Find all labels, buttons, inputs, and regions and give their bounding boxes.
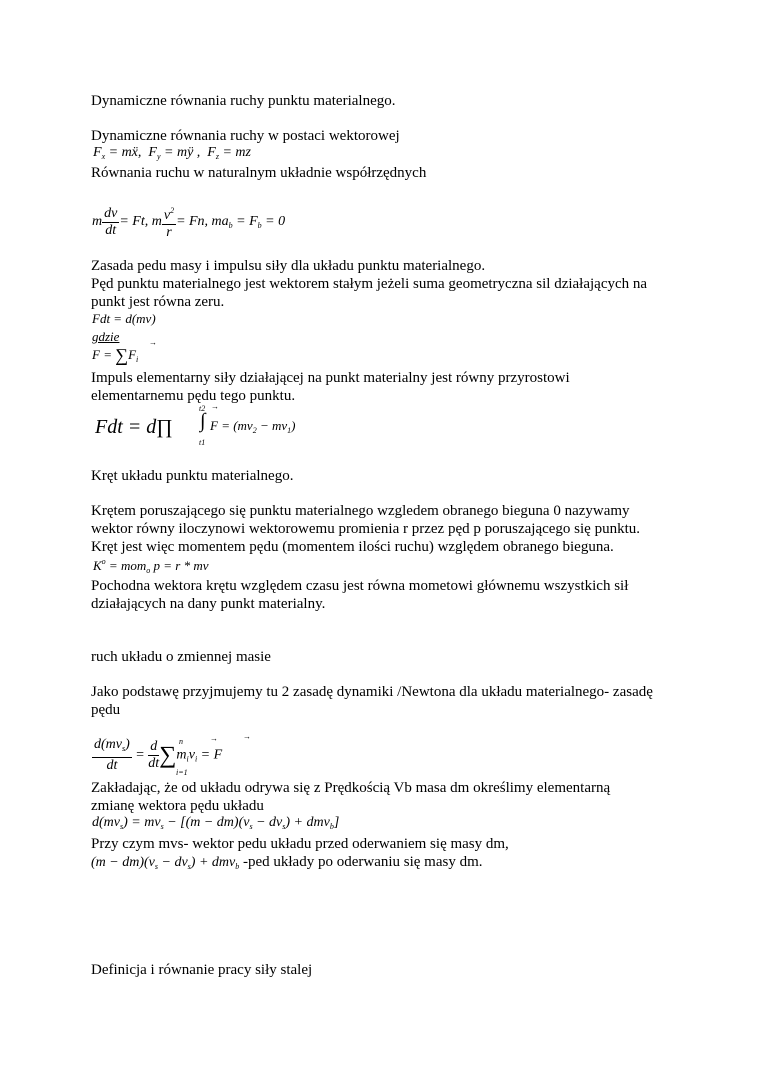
text-line: Jako podstawę przyjmujemy tu 2 zasadę dynamiki /Newtona dla układu materialnego- zasadę bbox=[91, 684, 653, 700]
text-line: pędu bbox=[91, 702, 121, 718]
formula-vector-equations: $F_x$ = mẍ, $F_y$ = mÿ , $F_z$ = mz bbox=[93, 145, 251, 161]
sum-lower-limit: i=1 bbox=[176, 768, 188, 777]
text-line: Pęd punktu materialnego jest wektorem stałym jeżeli suma geometryczna sil działających na bbox=[91, 276, 648, 292]
integral-sign: ∫ bbox=[200, 410, 206, 432]
text-line: Zasada pedu masy i impulsu siły dla układu punktu materialnego. bbox=[91, 258, 486, 274]
text-line bbox=[91, 853, 483, 876]
formula-momentum-integral: Fdt = d∏ bbox=[95, 416, 173, 438]
formula-where: gdzie bbox=[92, 329, 120, 344]
formula-variable-mass: $\frac{d(mv_s)}{dt}$ = $\frac{d}{dt}$ $\sum m_iv_i = F$ bbox=[94, 737, 223, 773]
integral-upper-limit: t2 bbox=[199, 404, 206, 413]
document-title: Dynamiczne równania ruchy punktu materialnego. bbox=[91, 93, 396, 109]
text-line: Krętem poruszającego się punktu materialnego wzgledem obranego bieguna 0 nazywamy bbox=[91, 503, 630, 519]
text-line: działających na dany punkt materialny. bbox=[91, 596, 326, 612]
text-line: elementarnemu pędu tego punktu. bbox=[91, 388, 296, 404]
vector-arrow-icon: → bbox=[149, 338, 157, 347]
text-line: Przy czym mvs- wektor pedu układu przed oderwaniem się masy dm, bbox=[91, 836, 509, 852]
section-heading: Kręt układu punktu materialnego. bbox=[91, 468, 294, 484]
vector-arrow-icon: → bbox=[210, 734, 218, 743]
formula-momentum-change: $F = (mv_2 - mv_1)$ bbox=[210, 418, 296, 435]
text-line: Pochodna wektora krętu względem czasu jest równa mometowi głównemu wszystkich sił bbox=[91, 578, 629, 594]
text-line: zmianę wektora pędu układu bbox=[91, 798, 264, 814]
formula-angular-momentum: $K^o = mom_o$ p = r * mv bbox=[93, 557, 209, 575]
formula-force-sum: $F = \sum F_i$ bbox=[92, 345, 139, 365]
vector-arrow-icon: → bbox=[211, 402, 219, 411]
formula-after-separation: $(m - dm)(v_s - dv_s) + dmv_b$ bbox=[91, 855, 240, 871]
section-heading: Definicja i równanie pracy siły stalej bbox=[91, 962, 313, 978]
text-line: Kręt jest więc momentem pędu (momentem ilości ruchu) względem obranego bieguna. bbox=[91, 539, 614, 555]
integral-lower-limit: t1 bbox=[199, 438, 206, 447]
text-suffix: -ped układy po oderwaniu się masy dm. bbox=[239, 854, 483, 870]
section-heading: ruch układu o zmiennej masie bbox=[91, 649, 271, 665]
sum-upper-limit: n bbox=[179, 737, 183, 746]
text-line: wektor równy iloczynowi wektorowemu promienia r przez pęd p poruszającego się punktu. bbox=[91, 521, 640, 537]
text-line: Dynamiczne równania ruchy w postaci wektorowej bbox=[91, 128, 400, 144]
text-line: Równania ruchu w naturalnym układnie współrzędnych bbox=[91, 165, 427, 181]
text-line: Zakładając, że od układu odrywa się z Prędkością Vb masa dm określimy elementarną bbox=[91, 780, 611, 796]
formula-natural-coordinates: m $\frac{dv}{dt}$ = Ft, m $\frac{v^2}{r}$ = Fn, $ma_b = F_b = 0$ bbox=[92, 203, 285, 241]
text-line: Impuls elementarny siły działającej na punkt materialny jest równy przyrostowi bbox=[91, 370, 570, 386]
vector-arrow-icon: → bbox=[243, 732, 251, 741]
formula-impulse: Fdt = d(mv) bbox=[92, 311, 156, 326]
text-line: punkt jest równa zeru. bbox=[91, 294, 225, 310]
formula-momentum-balance: $d(mv_s) = mv_s - [(m - dm)(v_s - dv_s) + dmv_b]$ bbox=[92, 815, 340, 831]
